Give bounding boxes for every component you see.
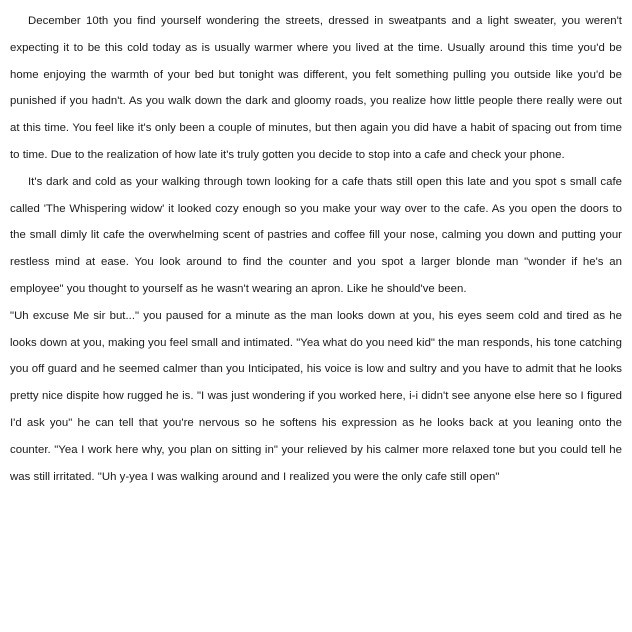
paragraph-3: "Uh excuse Me sir but..." you paused for a minute as the man looks down at you, his eyes seem cold and tired as he looks down at you, making you feel small and intimated. "Yea what do you need kid" the man responds, his tone catching you off guard and he seemed calmer than you Inticipated, his voice is low and sultry and you have to admit that he looks pretty nice dispite how rugged he is. "I was just wondering if you worked here, i-i didn't see anyone else here so I figured I'd ask you" he can tell that you're nervous so he softens his expression as he looks back at you leaning onto the counter. "Yea I work here why, you plan on sitting in" your relieved by his calmer more relaxed tone but you could tell he was still irritated. "Uh y-yea I was walking around and I realized you were the only cafe still open" bbox=[10, 309, 622, 483]
document-body bbox=[10, 8, 622, 490]
paragraph-2: It's dark and cold as your walking through town looking for a cafe thats still open this late and you spot s small cafe called 'The Whispering widow' it looked cozy enough so you make your way over to the cafe. As you open the doors to the small dimly lit cafe the overwhelming scent of pastries and coffee fill your nose, calming you down and putting your restless mind at ease. You look around to find the counter and you spot a larger blonde man "wonder if he's an employee" you thought to yourself as he wasn't wearing an apron. Like he should've been. bbox=[10, 175, 622, 295]
paragraph-1: December 10th you find yourself wondering the streets, dressed in sweatpants and a light sweater, you weren't expecting it to be this cold today as is usually warmer where you lived at the time. Usually around this time you'd be home enjoying the warmth of your bed but tonight was different, you felt something pulling you outside like you'd be punished if you hadn't. As you walk down the dark and gloomy roads, you realize how little people there really were out at this time. You feel like it's only been a couple of minutes, but then again you did have a habit of spacing out from time to time. Due to the realization of how late it's truly gotten you decide to stop into a cafe and check your phone. bbox=[10, 15, 622, 161]
